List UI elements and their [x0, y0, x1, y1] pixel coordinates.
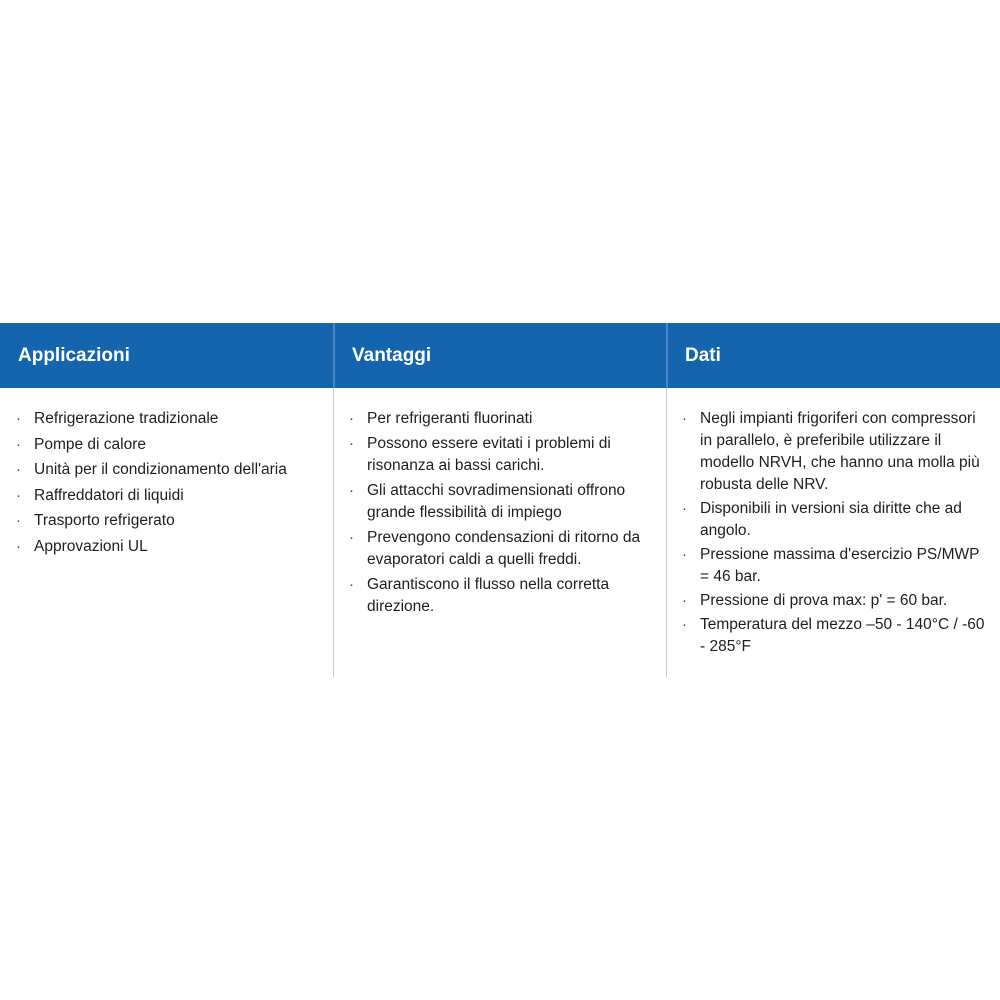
list-item: · Refrigerazione tradizionale	[16, 408, 326, 430]
list-item: · Pressione di prova max: p' = 60 bar.	[682, 590, 988, 612]
bullet-dot-icon: ·	[349, 435, 354, 452]
header-divider	[333, 323, 335, 388]
bullet-dot-icon: ·	[682, 616, 687, 633]
bullet-dot-icon: ·	[682, 500, 687, 517]
bullet-dot-icon: ·	[349, 482, 354, 499]
bullet-dot-icon: ·	[16, 410, 21, 427]
bullet-dot-icon: ·	[349, 410, 354, 427]
list-item: · Gli attacchi sovradimensionati offrono grande flessibilità di impiego	[349, 482, 626, 521]
list-item: · Pompe di calore	[16, 434, 326, 456]
list-item: · Per refrigeranti fluorinati	[349, 408, 649, 430]
list-item: · Pressione massima d'esercizio PS/MWP = 46 bar.	[682, 546, 980, 585]
bullet-dot-icon: ·	[16, 537, 21, 555]
bullet-dot-icon: ·	[16, 486, 21, 504]
list-item: · Garantiscono il flusso nella corretta direzione.	[349, 576, 610, 615]
list-item: · Negli impianti frigoriferi con compressori in parallelo, è preferibile utilizzare il modello NRVH, che hanno una molla più robusta delle NRV.	[682, 410, 980, 493]
bullet-dot-icon: ·	[682, 592, 687, 609]
header-dati: Dati	[685, 345, 721, 366]
list-item: · Unità per il condizionamento dell'aria	[16, 459, 326, 481]
bullet-dot-icon: ·	[16, 435, 21, 453]
column-applicazioni	[16, 408, 326, 561]
applicazioni-list	[16, 408, 326, 558]
column-vantaggi	[349, 408, 649, 621]
column-dati	[682, 408, 988, 660]
list-item: · Possono essere evitati i problemi di risonanza ai bassi carichi.	[349, 435, 611, 474]
list-item: · Trasporto refrigerato	[16, 510, 326, 532]
list-item: · Temperatura del mezzo –50 - 140°C / -60 - 285°F	[682, 616, 985, 655]
bullet-dot-icon: ·	[682, 410, 687, 427]
feature-table	[0, 323, 1000, 677]
list-item: · Disponibili in versioni sia diritte che ad angolo.	[682, 500, 962, 539]
bullet-dot-icon: ·	[349, 529, 354, 546]
bullet-dot-icon: ·	[682, 546, 687, 563]
header-divider	[666, 323, 668, 388]
bullet-dot-icon: ·	[16, 461, 21, 478]
list-item: · Approvazioni UL	[16, 536, 326, 558]
table-header-row	[0, 323, 1000, 388]
bullet-dot-icon: ·	[16, 512, 21, 529]
header-vantaggi: Vantaggi	[352, 345, 432, 366]
dati-list	[682, 408, 988, 658]
bullet-dot-icon: ·	[349, 576, 354, 593]
vantaggi-list	[349, 408, 649, 618]
list-item: · Prevengono condensazioni di ritorno da evaporatori caldi a quelli freddi.	[349, 529, 641, 568]
list-item: · Raffreddatori di liquidi	[16, 485, 326, 507]
header-applicazioni: Applicazioni	[18, 345, 130, 366]
